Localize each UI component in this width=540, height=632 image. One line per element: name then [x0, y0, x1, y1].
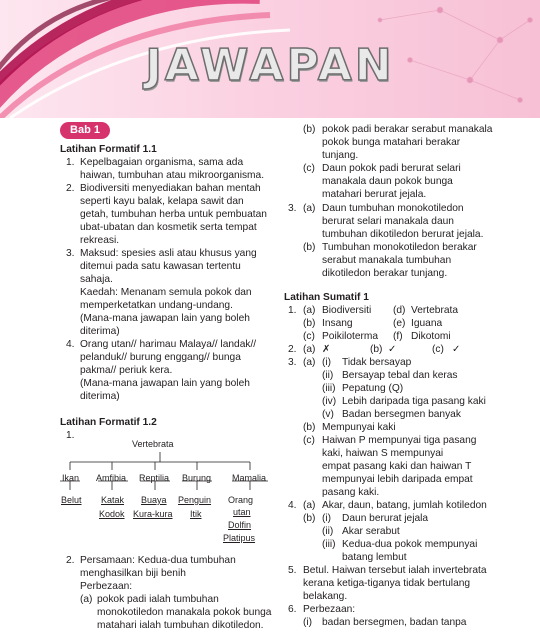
answer-line: rekreasi.: [80, 235, 120, 246]
tree-example: Belut: [61, 495, 82, 505]
section-heading: Latihan Formatif 1.1: [60, 144, 157, 155]
answer-line: Mempunyai kaki: [322, 422, 396, 433]
tree-example: Kodok: [99, 509, 125, 519]
answer-line: berurat selari manakala daun: [322, 216, 454, 227]
sub-label: (c): [303, 435, 315, 446]
item-number: 3.: [66, 248, 75, 259]
answer-line: haiwan, tumbuhan atau mikroorganisma.: [80, 170, 265, 181]
tree-example: Katak: [101, 495, 125, 505]
answer-line: diterima): [80, 326, 120, 337]
answer-line: pokok bunga matahari berakar: [322, 137, 461, 148]
item-number: 5.: [288, 565, 297, 576]
answer-line: Bersayap tebal dan keras: [342, 370, 458, 381]
answer-line: seperti kayu balak, kelapa sawit dan: [80, 196, 244, 207]
tree-class: Amfibia: [96, 473, 127, 483]
item-number: 4.: [66, 339, 75, 350]
sub-label: (d): [393, 305, 406, 316]
sub-label: (b): [303, 318, 316, 329]
answer-line: Tidak bersayap: [342, 357, 412, 368]
roman-label: (v): [322, 409, 334, 420]
item-number: 2.: [288, 344, 297, 355]
answer-line: Biodiversiti menyediakan bahan mentah: [80, 183, 261, 194]
item-number: 2.: [66, 183, 75, 194]
answer-line: diterima): [80, 391, 120, 402]
roman-label: (iv): [322, 396, 337, 407]
sub-label: (b): [370, 344, 383, 355]
roman-label: (ii): [322, 526, 334, 537]
answer-line: Badan bersegmen banyak: [342, 409, 461, 420]
sub-label: (b): [303, 422, 316, 433]
sub-label: (a): [80, 594, 93, 605]
sub-label: (e): [393, 318, 406, 329]
roman-label: (i): [322, 513, 332, 524]
answer-line: mempunyai lebih daripada empat: [322, 474, 473, 485]
answer-line: menghasilkan biji benih: [80, 568, 186, 579]
answer-line: Tumbuhan monokotiledon berakar: [322, 242, 477, 253]
answer-line: Kedua-dua pokok mempunyai: [342, 539, 478, 550]
sub-label: (c): [432, 344, 444, 355]
answer-text: Dikotomi: [411, 331, 451, 342]
answer-line: Maksud: spesies asli atau khusus yang: [80, 248, 257, 259]
answer-line: (Mana-mana jawapan lain yang boleh: [80, 313, 250, 324]
answer-line: kaki, haiwan S mempunyai: [322, 448, 444, 459]
answer-line: pokok padi berakar serabut manakala: [322, 124, 493, 135]
cross-mark-icon: ✗: [322, 344, 331, 355]
tree-example: utan: [233, 507, 251, 517]
item-number: 4.: [288, 500, 297, 511]
answer-line: Haiwan P mempunyai tiga pasang: [322, 435, 477, 446]
roman-label: (ii): [322, 370, 334, 381]
sub-label: (b): [303, 124, 316, 135]
answer-line: Daun tumbuhan monokotiledon: [322, 203, 464, 214]
answer-line: pokok padi ialah tumbuhan: [97, 594, 219, 605]
tree-class: Burung: [182, 473, 212, 483]
answer-line: Betul. Haiwan tersebut ialah invertebrata: [303, 565, 487, 576]
answer-line: (Mana-mana jawapan lain yang boleh: [80, 378, 250, 389]
answer-line: empat pasang kaki dan haiwan T: [322, 461, 472, 472]
answer-text: Biodiversiti: [322, 305, 372, 316]
chapter-badge: Bab 1: [60, 122, 110, 139]
answer-line: Orang utan// harimau Malaya// landak//: [80, 339, 257, 350]
answer-line: getah, tumbuhan herba untuk pembuatan: [80, 209, 267, 220]
tree-class: Reptilia: [139, 473, 170, 483]
page-title: JAWAPAN: [145, 40, 395, 91]
check-mark-icon: ✓: [388, 344, 397, 355]
roman-label: (iii): [322, 383, 336, 394]
answer-line: ditemui pada satu kawasan tertentu: [80, 261, 241, 272]
answer-line: matahari berurat jejala.: [322, 189, 427, 200]
answer-line: Kaedah: Menanam semula pokok dan: [80, 287, 252, 298]
sub-label: (c): [303, 331, 315, 342]
answer-line: manakala daun pokok bunga: [322, 176, 453, 187]
answer-line: badan bersegmen, badan tanpa: [322, 617, 467, 628]
roman-label: (i): [303, 617, 313, 628]
sub-label: (a): [303, 305, 316, 316]
answer-line: memperketatkan undang-undang.: [80, 300, 233, 311]
tree-root: Vertebrata: [132, 439, 174, 449]
answer-line: batang lembut: [342, 552, 407, 563]
tree-example: Dolfin: [228, 520, 252, 530]
answer-line: pakma// periuk kera.: [80, 365, 173, 376]
sub-label: (c): [303, 163, 315, 174]
answer-line: pelanduk// burung enggang// bunga: [80, 352, 241, 363]
tree-example: Itik: [190, 509, 202, 519]
sub-label: (a): [303, 357, 316, 368]
tree-example: Penguin: [178, 495, 212, 505]
tree-example: Platipus: [223, 533, 256, 543]
answer-page: [0, 118, 540, 630]
item-number: 3.: [288, 203, 297, 214]
section-heading: Latihan Sumatif 1: [284, 292, 369, 303]
answer-text: Insang: [322, 318, 353, 329]
tree-class: Mamalia: [232, 473, 267, 483]
answer-line: Perbezaan:: [303, 604, 356, 615]
item-number: 1.: [66, 430, 75, 441]
item-number: 1.: [288, 305, 297, 316]
answer-line: Kepelbagaian organisma, sama ada: [80, 157, 244, 168]
answer-line: ubat-ubatan dan kosmetik serta tempat: [80, 222, 257, 233]
answer-line: belakang.: [303, 591, 348, 602]
answer-line: matahari ialah tumbuhan dikotiledon.: [97, 620, 264, 631]
answer-line: tumbuhan dikotiledon berurat jejala.: [322, 229, 484, 240]
answer-line: Lebih daripada tiga pasang kaki: [342, 396, 486, 407]
sub-label: (a): [303, 203, 316, 214]
answer-line: pasang kaki.: [322, 487, 380, 498]
tree-example: Kura-kura: [133, 509, 173, 519]
section-heading: Latihan Formatif 1.2: [60, 417, 157, 428]
page-header: [0, 0, 540, 118]
item-number: 6.: [288, 604, 297, 615]
answer-line: kerana ketiga-tiganya tidak bertulang: [303, 578, 471, 589]
roman-label: (i): [322, 357, 332, 368]
answer-line: serabut manakala tumbuhan: [322, 255, 452, 266]
answer-line: sahaja.: [80, 274, 113, 285]
answer-text: Iguana: [411, 318, 443, 329]
answer-line: tunjang.: [322, 150, 359, 161]
sub-label: (a): [303, 500, 316, 511]
answer-line: monokotiledon manakala pokok bunga: [97, 607, 272, 618]
sub-label: (f): [393, 331, 403, 342]
sub-label: (a): [303, 344, 316, 355]
answer-line: Perbezaan:: [80, 581, 133, 592]
answer-text: Vertebrata: [411, 305, 459, 316]
answer-line: dikotiledon berakar tunjang.: [322, 268, 448, 279]
answer-line: Pepatung (Q): [342, 383, 404, 394]
answer-line: Persamaan: Kedua-dua tumbuhan: [80, 555, 236, 566]
item-number: 3.: [288, 357, 297, 368]
item-number: 2.: [66, 555, 75, 566]
answer-line: Akar serabut: [342, 526, 400, 537]
tree-example: Orang: [228, 495, 254, 505]
check-mark-icon: ✓: [452, 344, 461, 355]
answer-text: Poikiloterma: [322, 331, 379, 342]
answer-line: Akar, daun, batang, jumlah kotiledon: [322, 500, 487, 511]
answer-line: Daun berurat jejala: [342, 513, 429, 524]
roman-label: (iii): [322, 539, 336, 550]
item-number: 1.: [66, 157, 75, 168]
sub-label: (b): [303, 242, 316, 253]
tree-class: Ikan: [62, 473, 80, 483]
answer-line: Daun pokok padi berurat selari: [322, 163, 461, 174]
tree-example: Buaya: [141, 495, 167, 505]
sub-label: (b): [303, 513, 316, 524]
